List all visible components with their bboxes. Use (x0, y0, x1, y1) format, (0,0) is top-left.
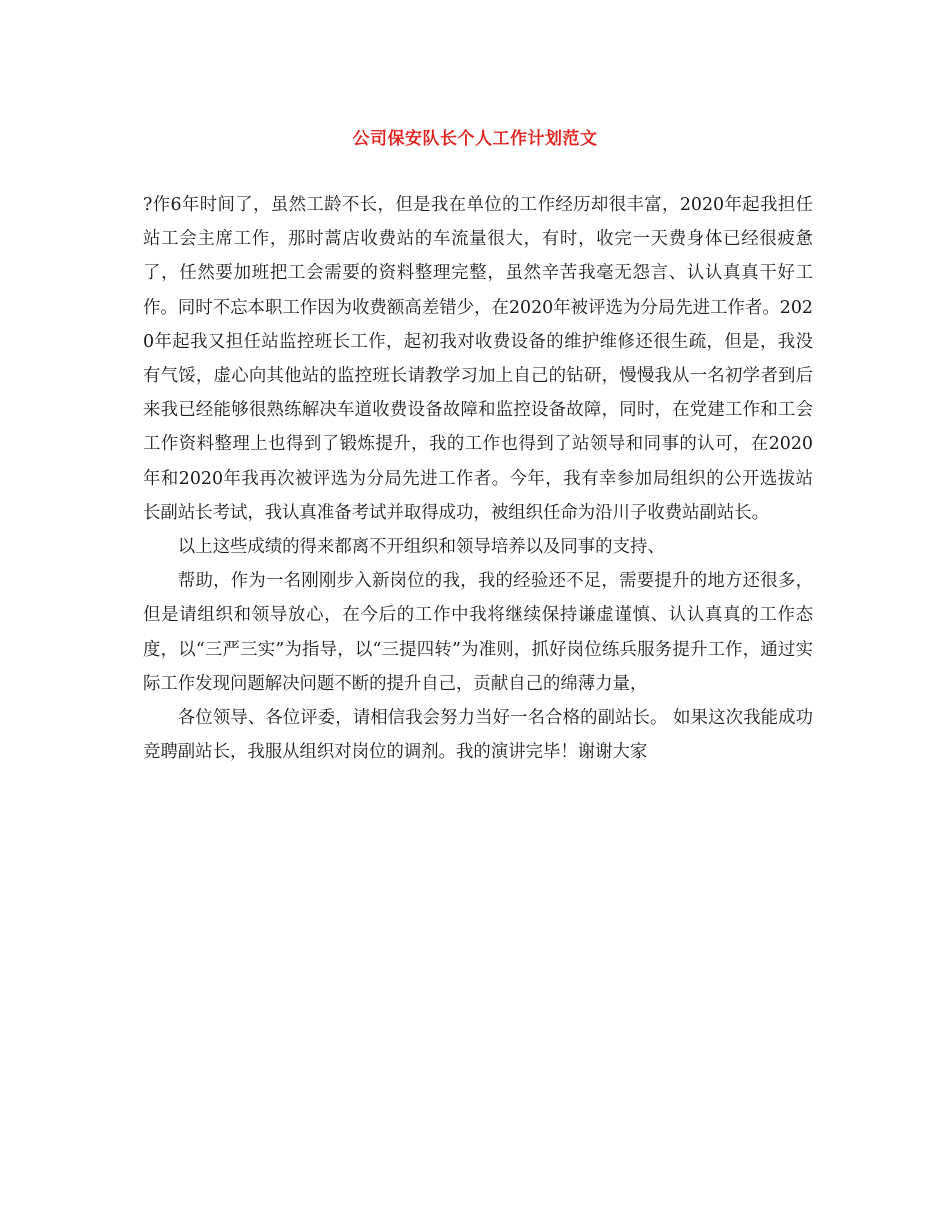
paragraph-4: 各位领导、各位评委，请相信我会努力当好一名合格的副站长。 如果这次我能成功竞聘副站长，我服从组织对岗位的调剂。我的演讲完毕！谢谢大家 (143, 708, 813, 763)
paragraph-1: ?作6年时间了，虽然工龄不长，但是我在单位的工作经历却很丰富，2020年起我担任站工会主席工作，那时蒿店收费站的车流量很大，有时，收完一天费身体已经很疲惫了，任然要加班把工会需要的资料整理完整，虽然辛苦我毫无怨言、认认真真干好工作。同时不忘本职工作因为收费额高差错少，在2020年被评选为分局先进工作者。2020年起我又担任站监控班长工作，起初我对收费设备的维护维修还很生疏，但是，我没有气馁，虚心向其他站的监控班长请教学习加上自己的钻研，慢慢我从一名初学者到后来我已经能够很熟练解决车道收费设备故障和监控设备故障，同时，在党建工作和工会工作资料整理上也得到了锻炼提升，我的工作也得到了站领导和同事的认可，在2020年和2020年我再次被评选为分局先进工作者。今年，我有幸参加局组织的公开选拔站长副站长考试，我认真准备考试并取得成功，被组织任命为沿川子收费站副站长。 (143, 195, 813, 523)
document-body (143, 188, 813, 769)
paragraph-3: 帮助，作为一名刚刚步入新岗位的我，我的经验还不足，需要提升的地方还很多，但是请组织和领导放心，在今后的工作中我将继续保持谦虚谨慎、认认真真的工作态度，以“三严三实”为指导，以“三提四转”为准则，抓好岗位练兵服务提升工作，通过实际工作发现问题解决问题不断的提升自己，贡献自己的绵薄力量， (143, 571, 813, 694)
paragraph-2: 以上这些成绩的得来都离不开组织和领导培养以及同事的支持、 (177, 537, 665, 558)
document-title: 公司保安队长个人工作计划范文 (352, 129, 598, 149)
